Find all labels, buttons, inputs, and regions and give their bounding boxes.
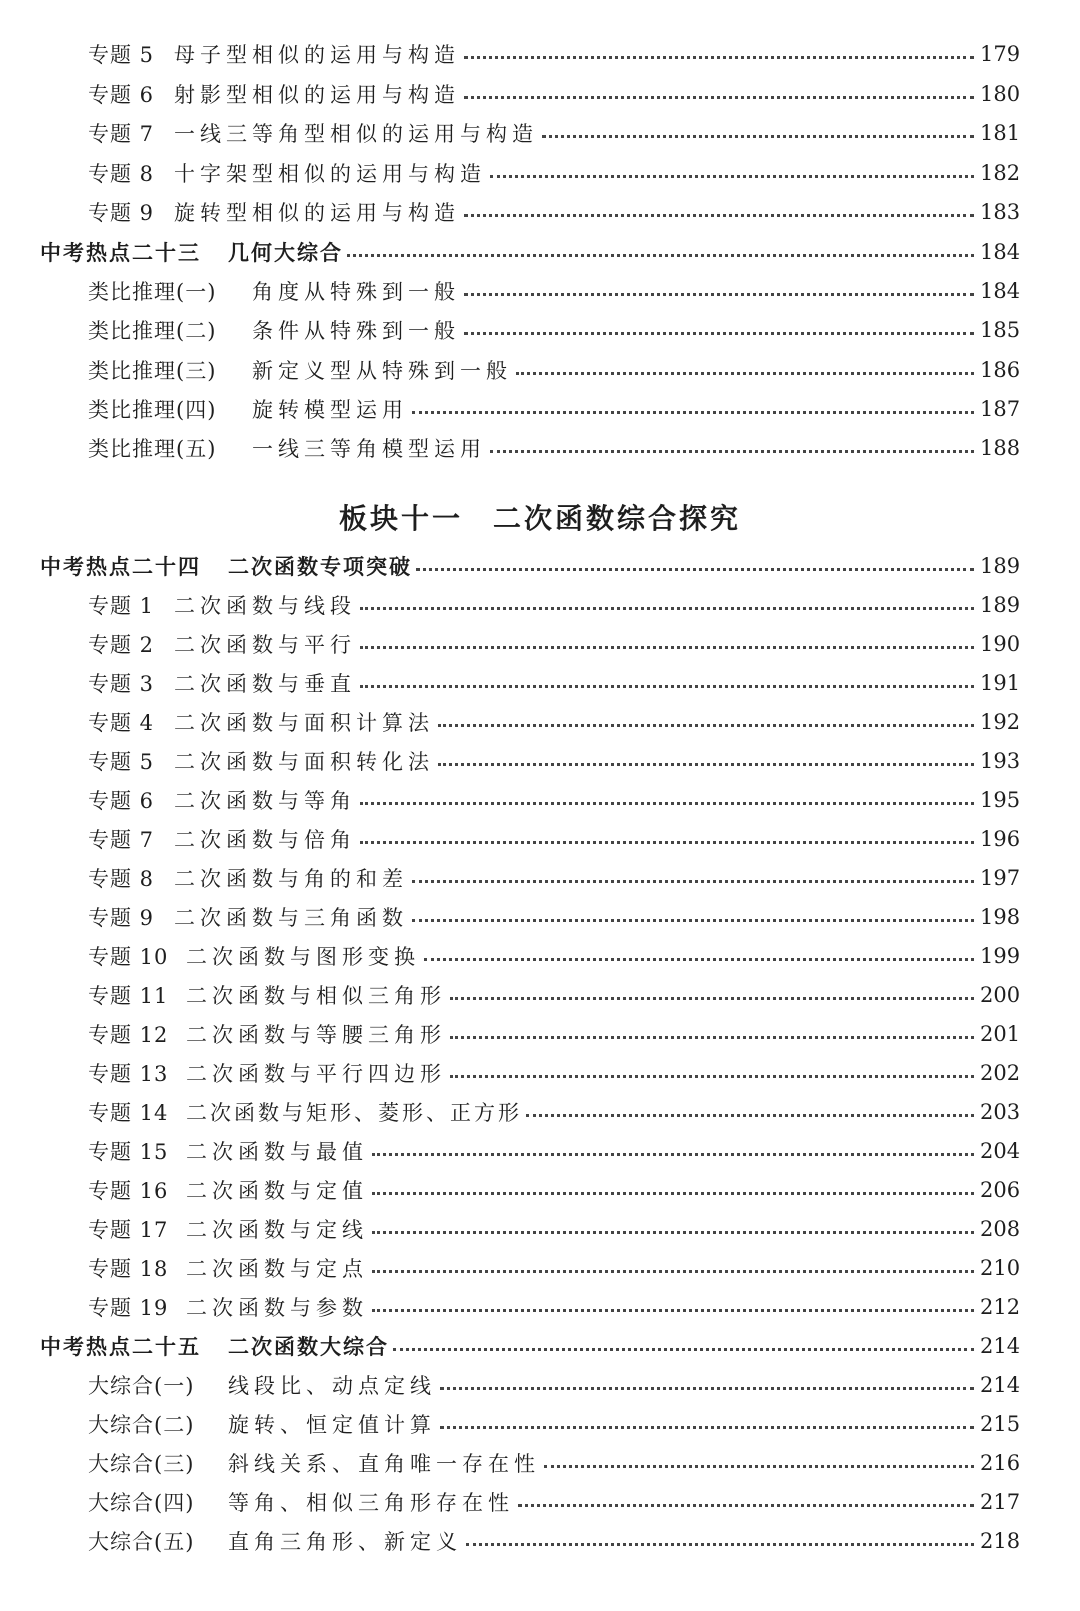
dot-leader [450,1075,974,1078]
dot-leader [490,175,974,178]
entry-title: 斜线关系、直角唯一存在性 [228,1452,540,1476]
toc-entry[interactable] [88,271,1020,311]
entry-page: 212 [980,1295,1021,1319]
entry-title: 新定义型从特殊到一般 [252,359,512,383]
toc-entry[interactable] [88,1248,1020,1288]
entry-page: 195 [980,788,1021,812]
entry-label: 专题 9 [88,906,155,930]
entry-page: 202 [980,1061,1021,1085]
entry-title: 二次函数与三角函数 [174,906,408,930]
entry-label: 专题 7 [88,828,155,852]
entry-title: 十字架型相似的运用与构造 [174,162,486,186]
toc-entry[interactable] [88,113,1020,153]
entry-label: 专题 4 [88,711,155,735]
dot-leader [544,1465,974,1468]
dot-leader [450,1036,974,1039]
entry-title: 二次函数与定点 [186,1257,368,1281]
dot-leader [372,1270,974,1273]
entry-label: 类比推理(二) [88,319,217,343]
entry-label: 专题 5 [88,750,155,774]
dot-leader [464,332,974,335]
dot-leader [516,372,974,375]
entry-title: 二次函数与等腰三角形 [186,1023,446,1047]
entry-page: 179 [980,42,1021,66]
entry-page: 186 [980,358,1021,382]
dot-leader [466,1543,974,1546]
toc-entry[interactable] [88,1014,1020,1054]
entry-title: 角度从特殊到一般 [252,280,460,304]
toc-chapter[interactable] [40,232,1020,272]
toc-entry[interactable] [88,1209,1020,1249]
entry-title: 二次函数与角的和差 [174,867,408,891]
entry-title: 二次函数与平行 [174,633,356,657]
entry-label: 专题 13 [88,1062,169,1086]
entry-label: 专题 5 [88,43,155,67]
toc-entry[interactable] [88,741,1020,781]
entry-title: 一线三等角型相似的运用与构造 [174,122,538,146]
dot-leader [372,1231,974,1234]
entry-page: 188 [980,436,1021,460]
entry-page: 197 [980,866,1021,890]
toc-entry[interactable] [88,780,1020,820]
entry-title: 二次函数与矩形、菱形、正方形 [186,1101,522,1125]
entry-page: 214 [980,1373,1021,1397]
entry-title: 直角三角形、新定义 [228,1530,462,1554]
entry-label: 类比推理(四) [88,398,217,422]
entry-title: 旋转模型运用 [252,398,408,422]
toc-entry[interactable] [88,1365,1020,1405]
entry-page: 199 [980,944,1021,968]
entry-label: 专题 10 [88,945,169,969]
entry-label: 类比推理(一) [88,280,217,304]
entry-label: 专题 12 [88,1023,169,1047]
dot-leader [526,1114,974,1117]
dot-leader [464,56,974,59]
chapter-page: 184 [980,240,1021,264]
toc-entry[interactable] [88,702,1020,742]
entry-title: 二次函数与线段 [174,594,356,618]
entry-title: 等角、相似三角形存在性 [228,1491,514,1515]
toc-entry[interactable] [88,585,1020,625]
toc-entry[interactable] [88,1287,1020,1327]
toc-entry[interactable] [88,1404,1020,1444]
entry-label: 大综合(三) [88,1452,195,1476]
entry-title: 二次函数与垂直 [174,672,356,696]
toc-entry[interactable] [88,389,1020,429]
chapter-title: 二次函数专项突破 [228,555,412,579]
dot-leader [360,841,974,844]
dot-leader [518,1504,974,1507]
entry-title: 二次函数与面积计算法 [174,711,434,735]
dot-leader [416,568,974,571]
entry-title: 射影型相似的运用与构造 [174,83,460,107]
toc-entry[interactable] [88,936,1020,976]
toc-entry[interactable] [88,1443,1020,1483]
dot-leader [360,607,974,610]
entry-label: 专题 6 [88,83,155,107]
section-heading [0,497,1080,541]
dot-leader [490,450,974,453]
dot-leader [360,646,974,649]
entry-label: 专题 7 [88,122,155,146]
dot-leader [372,1192,974,1195]
toc-entry[interactable] [88,975,1020,1015]
dot-leader [412,411,974,414]
dot-leader [360,685,974,688]
entry-title: 二次函数与等角 [174,789,356,813]
dot-leader [438,763,974,766]
entry-label: 专题 8 [88,867,155,891]
dot-leader [372,1153,974,1156]
dot-leader [440,1426,974,1429]
toc-entry[interactable] [88,819,1020,859]
chapter-title: 几何大综合 [228,241,343,265]
dot-leader [464,96,974,99]
toc-entry[interactable] [88,350,1020,390]
entry-page: 191 [980,671,1021,695]
entry-page: 185 [980,318,1021,342]
entry-title: 二次函数与面积转化法 [174,750,434,774]
entry-label: 专题 2 [88,633,155,657]
toc-entry[interactable] [88,1482,1020,1522]
entry-page: 201 [980,1022,1021,1046]
entry-page: 208 [980,1217,1021,1241]
entry-label: 大综合(五) [88,1530,195,1554]
entry-label: 大综合(一) [88,1374,195,1398]
entry-page: 187 [980,397,1021,421]
entry-label: 专题 3 [88,672,155,696]
dot-leader [393,1348,974,1351]
toc-entry[interactable] [88,663,1020,703]
toc-entry[interactable] [88,34,1020,74]
entry-label: 专题 14 [88,1101,169,1125]
entry-page: 210 [980,1256,1021,1280]
toc-chapter[interactable] [40,1326,1020,1366]
toc-chapter[interactable] [40,546,1020,586]
toc-entry[interactable] [88,1131,1020,1171]
dot-leader [412,880,974,883]
entry-label: 专题 16 [88,1179,169,1203]
chapter-label: 中考热点二十四 [40,555,201,579]
toc-entry[interactable] [88,624,1020,664]
entry-label: 专题 17 [88,1218,169,1242]
chapter-label: 中考热点二十三 [40,241,201,265]
entry-title: 二次函数与倍角 [174,828,356,852]
toc-entry[interactable] [88,897,1020,937]
toc-entry[interactable] [88,428,1020,468]
entry-page: 184 [980,279,1021,303]
toc-entry[interactable] [88,74,1020,114]
toc-entry[interactable] [88,192,1020,232]
dot-leader [464,293,974,296]
entry-label: 专题 11 [88,984,169,1008]
chapter-title: 二次函数大综合 [228,1335,389,1359]
entry-page: 216 [980,1451,1021,1475]
dot-leader [412,919,974,922]
entry-page: 217 [980,1490,1021,1514]
section-title: 二次函数综合探究 [493,502,742,535]
entry-label: 专题 8 [88,162,155,186]
dot-leader [542,135,974,138]
entry-page: 182 [980,161,1021,185]
entry-label: 专题 18 [88,1257,169,1281]
entry-page: 193 [980,749,1021,773]
entry-title: 二次函数与相似三角形 [186,984,446,1008]
chapter-label: 中考热点二十五 [40,1335,201,1359]
toc-entry[interactable] [88,858,1020,898]
dot-leader [450,997,974,1000]
chapter-page: 214 [980,1334,1021,1358]
toc-entry[interactable] [88,153,1020,193]
dot-leader [440,1387,974,1390]
entry-title: 线段比、动点定线 [228,1374,436,1398]
entry-title: 旋转、恒定值计算 [228,1413,436,1437]
entry-label: 大综合(四) [88,1491,195,1515]
dot-leader [424,958,974,961]
entry-page: 189 [980,593,1021,617]
dot-leader [438,724,974,727]
entry-label: 专题 15 [88,1140,169,1164]
entry-page: 192 [980,710,1021,734]
entry-title: 二次函数与定值 [186,1179,368,1203]
toc-entry[interactable] [88,1092,1020,1132]
toc-entry[interactable] [88,1170,1020,1210]
entry-page: 206 [980,1178,1021,1202]
entry-page: 196 [980,827,1021,851]
entry-page: 190 [980,632,1021,656]
dot-leader [347,254,974,257]
entry-title: 二次函数与图形变换 [186,945,420,969]
chapter-page: 189 [980,554,1021,578]
entry-label: 类比推理(三) [88,359,217,383]
entry-label: 专题 19 [88,1296,169,1320]
dot-leader [372,1309,974,1312]
dot-leader [464,214,974,217]
entry-page: 180 [980,82,1021,106]
entry-page: 204 [980,1139,1021,1163]
entry-title: 二次函数与定线 [186,1218,368,1242]
entry-title: 条件从特殊到一般 [252,319,460,343]
toc-entry[interactable] [88,1053,1020,1093]
entry-label: 专题 1 [88,594,155,618]
section-label: 板块十一 [338,502,463,535]
entry-title: 旋转型相似的运用与构造 [174,201,460,225]
entry-page: 198 [980,905,1021,929]
entry-label: 专题 9 [88,201,155,225]
entry-title: 二次函数与平行四边形 [186,1062,446,1086]
entry-page: 200 [980,983,1021,1007]
dot-leader [360,802,974,805]
entry-label: 专题 6 [88,789,155,813]
toc-entry[interactable] [88,310,1020,350]
entry-title: 二次函数与最值 [186,1140,368,1164]
entry-page: 183 [980,200,1021,224]
entry-page: 181 [980,121,1021,145]
toc-entry[interactable] [88,1521,1020,1561]
entry-label: 大综合(二) [88,1413,195,1437]
entry-label: 类比推理(五) [88,437,217,461]
entry-page: 218 [980,1529,1021,1553]
entry-title: 一线三等角模型运用 [252,437,486,461]
entry-page: 215 [980,1412,1021,1436]
entry-title: 母子型相似的运用与构造 [174,43,460,67]
entry-title: 二次函数与参数 [186,1296,368,1320]
entry-page: 203 [980,1100,1021,1124]
